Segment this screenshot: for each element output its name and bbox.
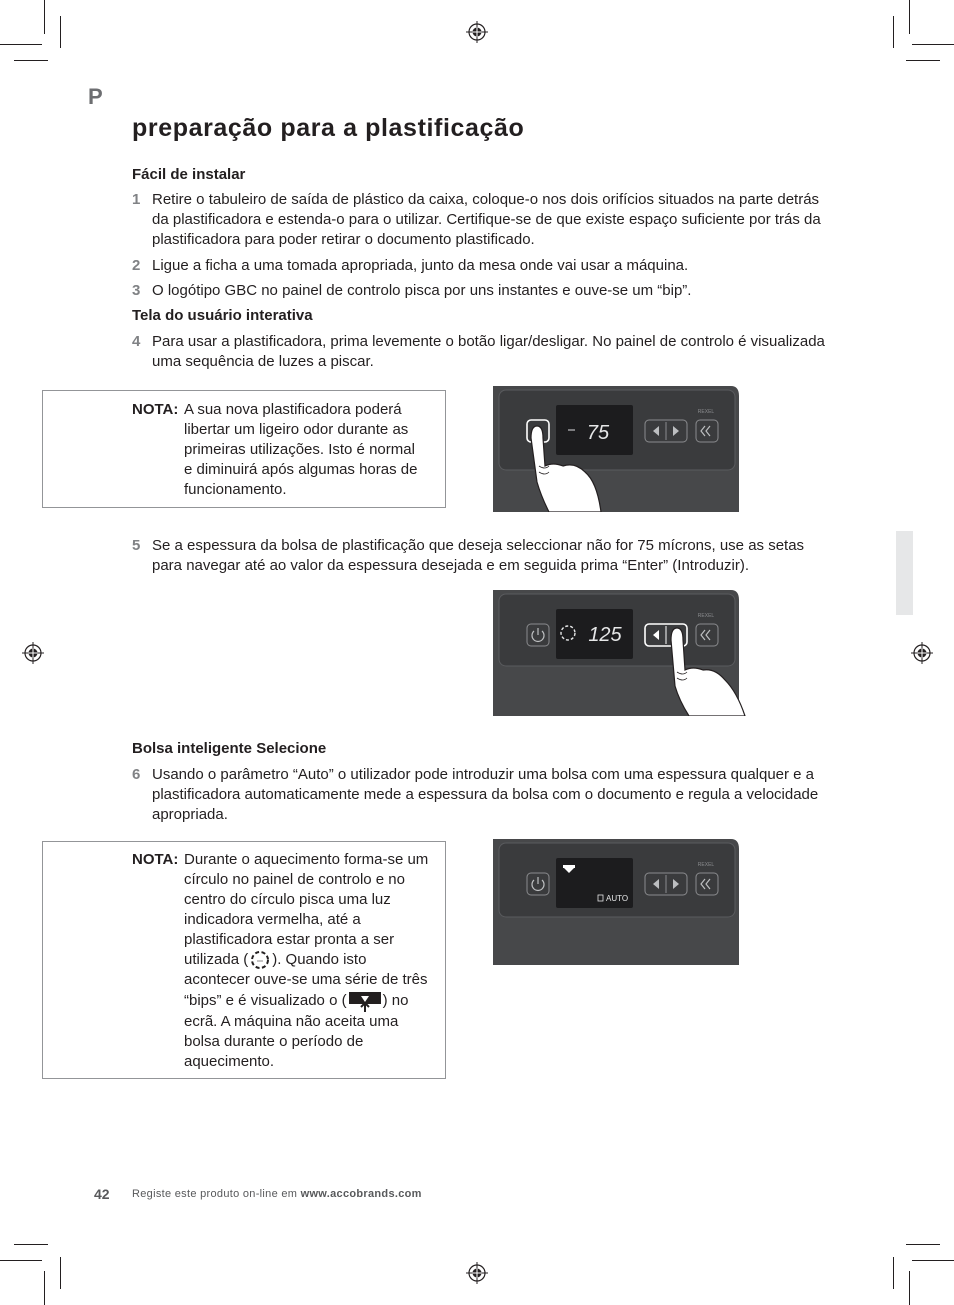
note-text <box>184 850 432 1072</box>
display-value: 125 <box>588 624 622 646</box>
brand-label: REXEL <box>697 409 715 415</box>
crop-mark <box>909 1271 910 1305</box>
page-title: preparação para a plastificação <box>132 114 525 142</box>
crop-mark <box>912 1260 954 1261</box>
crop-mark <box>14 60 48 61</box>
control-panel-illustration-arrows <box>493 590 753 716</box>
language-marker: P <box>88 84 103 109</box>
crop-mark <box>44 0 45 34</box>
brand-label: REXEL <box>697 862 715 868</box>
control-panel-illustration-power <box>493 386 741 512</box>
crop-mark <box>0 44 42 45</box>
crop-mark <box>909 0 910 34</box>
crop-mark <box>906 60 940 61</box>
crop-mark <box>906 1244 940 1245</box>
crop-mark <box>14 1244 48 1245</box>
svg-text:⋯: ⋯ <box>257 959 264 966</box>
display-value: 75 <box>586 422 610 444</box>
brand-label: REXEL <box>697 613 715 619</box>
note-text-part: ). Quando isto acontecer ouve-se uma série de três “bips” e é visualizado o ( <box>184 951 428 1009</box>
step-number: 4 <box>132 333 141 350</box>
note-label: NOTA: <box>132 401 179 418</box>
language-side-tab <box>896 531 913 615</box>
registration-mark-icon <box>911 642 933 664</box>
step-text: Retire o tabuleiro de saída de plástico da caixa, coloque-o nos dois orifícios situados na parte detrás da plastificadora e estenda-o para o utilizar. Certifique-se de que existe espaço suficiente por trás da plastificadora para poder retirar o documento plastificado. <box>152 191 821 248</box>
section-heading-easy-install: Fácil de instalar <box>132 166 246 183</box>
note-text-part: ) no ecrã. A máquina não aceita uma bolsa durante o período de aquecimento. <box>184 992 409 1071</box>
registration-mark-icon <box>466 1262 488 1284</box>
crop-mark <box>60 1257 61 1289</box>
step-item <box>132 190 832 250</box>
step-text: Se a espessura da bolsa de plastificação que deseja seleccionar não for 75 mícrons, use as setas para navegar até ao valor da espessura desejada e em seguida prima “Enter” (Introduzir). <box>152 537 805 574</box>
registration-mark-icon <box>466 21 488 43</box>
step-item <box>132 281 832 301</box>
step-item <box>132 332 832 372</box>
section-heading-smart-pouch: Bolsa inteligente Selecione <box>132 740 327 757</box>
note-1 <box>132 400 432 500</box>
step-number: 2 <box>132 257 141 274</box>
footer-register-text <box>132 1188 422 1200</box>
crop-mark <box>44 1271 45 1305</box>
crop-mark <box>912 44 954 45</box>
step-item <box>132 765 832 825</box>
warmup-ready-icon <box>248 950 272 970</box>
note-2 <box>132 850 432 1072</box>
note-label: NOTA: <box>132 851 179 868</box>
step-text: Para usar a plastificadora, prima levemente o botão ligar/desligar. No painel de controlo é visualizada uma sequência de luzes a piscar. <box>152 333 825 370</box>
crop-mark <box>893 16 894 48</box>
page-number: 42 <box>94 1186 110 1202</box>
step-item <box>132 256 832 276</box>
crop-mark <box>893 1257 894 1289</box>
ready-insert-pouch-icon <box>347 990 383 1012</box>
step-text: Usando o parâmetro “Auto” o utilizador pode introduzir uma bolsa com uma espessura qualquer e a plastificadora automaticamente mede a espessura da bolsa com o documento e regula a velocidade apropriada. <box>152 766 819 823</box>
step-number: 3 <box>132 282 141 299</box>
note-text-part: Durante o aquecimento forma-se um círculo no painel de controlo e no centro do círculo pisca uma luz indicadora vermelha, até a plastificadora estar pronta a ser utilizada ( <box>184 851 429 968</box>
footer-text: Registe este produto on-line em <box>132 1188 301 1200</box>
step-text: O logótipo GBC no painel de controlo pisca por uns instantes e ouve-se um “bip”. <box>152 282 692 299</box>
display-value: AUTO <box>606 894 629 903</box>
registration-mark-icon <box>22 642 44 664</box>
note-text: A sua nova plastificadora poderá libertar um ligeiro odor durante as primeiras utilizações. Isto é normal e diminuirá após algumas horas de funcionamento. <box>184 401 418 498</box>
crop-mark <box>60 16 61 48</box>
step-item <box>132 536 832 576</box>
control-panel-illustration-auto <box>493 839 741 965</box>
footer-url-link[interactable]: www.accobrands.com <box>300 1188 422 1200</box>
step-text: Ligue a ficha a uma tomada apropriada, junto da mesa onde vai usar a máquina. <box>152 257 689 274</box>
step-number: 6 <box>132 766 141 783</box>
step-number: 5 <box>132 537 141 554</box>
section-heading-interactive-screen: Tela do usuário interativa <box>132 307 313 324</box>
step-number: 1 <box>132 191 141 208</box>
crop-mark <box>0 1260 42 1261</box>
